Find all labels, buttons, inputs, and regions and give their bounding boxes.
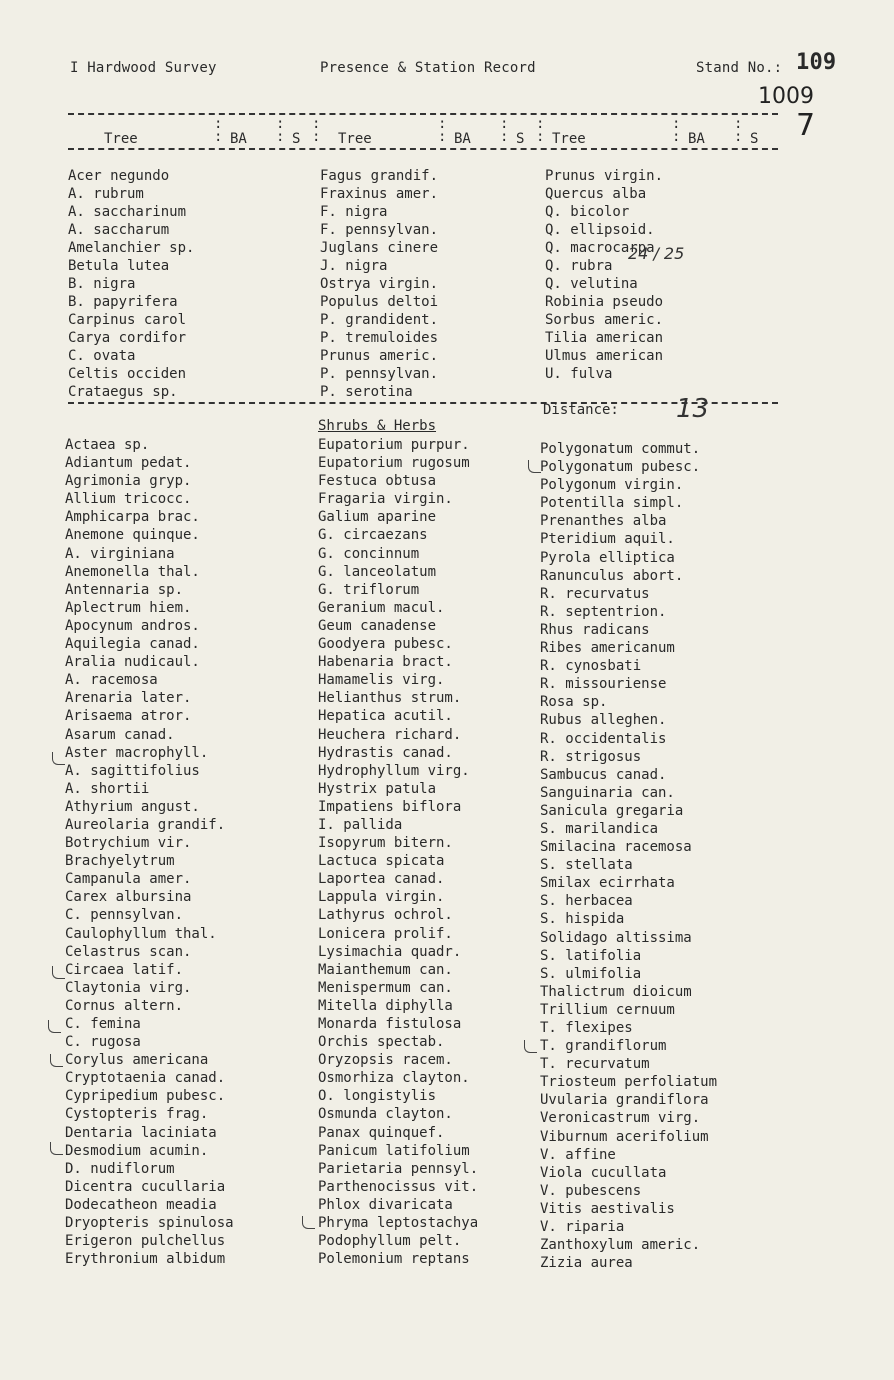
tree-item: Ostrya virgin. <box>320 276 439 292</box>
herb-item: D. nudiflorum <box>65 1160 175 1177</box>
herb-item: Galium aparine <box>318 509 437 526</box>
separator: : : <box>536 116 545 145</box>
herb-item: R. septentrion. <box>540 603 667 620</box>
herb-item: Hydrophyllum virg. <box>318 762 470 779</box>
herb-item: V. pubescens <box>540 1182 642 1199</box>
herb-item: S. stellata <box>540 857 633 874</box>
section-rule <box>68 402 778 404</box>
herb-item: Adiantum pedat. <box>65 455 192 472</box>
tree-item: B. papyrifera <box>68 294 178 310</box>
tree-item: A. rubrum <box>68 186 144 202</box>
herb-item: G. lanceolatum <box>318 563 437 580</box>
check-mark <box>302 1216 315 1229</box>
herb-item: Agrimonia gryp. <box>65 473 192 490</box>
tree-item: Tilia american <box>545 330 664 346</box>
herb-item: S. herbacea <box>540 893 633 910</box>
col-header-s-1: S <box>292 131 301 147</box>
herb-item: Celastrus scan. <box>65 943 192 960</box>
handwritten-rubra-note: 24 / 25 <box>628 244 685 263</box>
herb-item: Impatiens biflora <box>318 798 462 815</box>
herb-item: A. sagittifolius <box>65 762 200 779</box>
herb-item: Circaea latif. <box>65 961 184 978</box>
tree-item: P. serotina <box>320 384 413 400</box>
check-mark <box>50 1142 63 1155</box>
tree-list-col-3 <box>545 167 663 383</box>
herb-list-col-2 <box>318 436 478 1268</box>
col-header-tree-3: Tree <box>552 131 586 147</box>
herb-item: Botrychium vir. <box>65 835 192 852</box>
herb-list-col-3 <box>540 440 717 1272</box>
separator: : : <box>672 116 681 145</box>
col-header-s-3: S <box>750 131 759 147</box>
herb-item: Monarda fistulosa <box>318 1016 462 1032</box>
herb-item: Zanthoxylum americ. <box>540 1237 701 1254</box>
tree-item: Fraxinus amer. <box>320 186 439 202</box>
herb-item: Campanula amer. <box>65 871 192 888</box>
tree-item: Carpinus carol <box>68 312 187 328</box>
tree-item: J. nigra <box>320 258 388 274</box>
herb-item: Hamamelis virg. <box>318 672 445 689</box>
tree-item: Amelanchier sp. <box>68 240 195 256</box>
tree-item: Prunus virgin. <box>545 168 664 184</box>
tree-item: Populus deltoi <box>320 294 439 310</box>
herb-item: A. racemosa <box>65 672 158 689</box>
col-header-tree-1: Tree <box>104 131 138 147</box>
herb-item: Isopyrum bitern. <box>318 835 453 852</box>
col-header-ba-2: BA <box>454 131 471 147</box>
tree-item: Q. bicolor <box>545 204 630 220</box>
herb-item: Cryptotaenia canad. <box>65 1070 226 1087</box>
herb-item: Corylus americana <box>65 1052 209 1069</box>
herb-item: Caulophyllum thal. <box>65 925 217 942</box>
herb-item: Sanicula gregaria <box>540 802 684 819</box>
herb-item: C. rugosa <box>65 1034 141 1051</box>
herb-item: C. pennsylvan. <box>65 907 184 924</box>
herb-item: Arenaria later. <box>65 690 192 707</box>
handwritten-stand-number: 1009 <box>758 84 814 109</box>
tree-item: P. pennsylvan. <box>320 366 439 382</box>
separator: : : <box>276 116 285 145</box>
tree-item: Quercus alba <box>545 186 647 202</box>
herb-item: Smilax ecirrhata <box>540 875 675 892</box>
tree-item: Acer negundo <box>68 168 170 184</box>
herb-item: Pteridium aquil. <box>540 531 675 548</box>
herb-item: T. recurvatum <box>540 1056 650 1073</box>
herb-item: Arisaema atror. <box>65 708 192 725</box>
herb-item: Ribes americanum <box>540 640 675 657</box>
herb-item: Mitella diphylla <box>318 997 453 1014</box>
herb-item: R. cynosbati <box>540 658 642 675</box>
herb-item: Polemonium reptans <box>318 1251 470 1268</box>
herb-item: Dodecatheon meadia <box>65 1196 217 1213</box>
herb-item: Goodyera pubesc. <box>318 636 453 653</box>
check-mark <box>52 966 65 979</box>
herb-item: Rosa sp. <box>540 694 608 711</box>
herb-item: Eupatorium rugosum <box>318 455 470 472</box>
herb-item: Lactuca spicata <box>318 853 445 870</box>
col-header-ba-3: BA <box>688 131 705 147</box>
herb-item: Apocynum andros. <box>65 617 200 634</box>
herb-item: Actaea sp. <box>65 437 150 453</box>
col-header-tree-2: Tree <box>338 131 372 147</box>
herb-item: A. shortii <box>65 780 150 797</box>
herb-item: I. pallida <box>318 816 403 833</box>
herb-item: S. latifolia <box>540 947 642 964</box>
herb-item: Laportea canad. <box>318 871 445 888</box>
herb-item: Allium tricocc. <box>65 491 192 508</box>
herb-item: Maianthemum can. <box>318 961 453 978</box>
herb-item: Hydrastis canad. <box>318 744 453 761</box>
herb-item: Festuca obtusa <box>318 473 437 490</box>
herb-item: Aureolaria grandif. <box>65 816 226 833</box>
herb-item: Ranunculus abort. <box>540 567 684 584</box>
herb-item: Polygonatum pubesc. <box>540 459 701 476</box>
separator: : : <box>312 116 321 145</box>
herb-item: T. flexipes <box>540 1020 633 1036</box>
herb-item: Rubus alleghen. <box>540 712 667 729</box>
herb-item: O. longistylis <box>318 1088 437 1105</box>
herb-item: S. hispida <box>540 911 625 928</box>
tree-item: C. ovata <box>68 348 136 364</box>
tree-list-col-2 <box>320 167 438 401</box>
tree-item: Betula lutea <box>68 258 170 274</box>
herb-item: G. concinnum <box>318 545 420 562</box>
herb-item: Lonicera prolif. <box>318 925 453 942</box>
herb-item: Trillium cernuum <box>540 1001 675 1018</box>
herb-item: T. grandiflorum <box>540 1038 667 1055</box>
separator: : : <box>500 116 509 145</box>
distance-label: Distance: <box>543 402 619 418</box>
herb-item: Podophyllum pelt. <box>318 1233 462 1250</box>
herb-item: R. occidentalis <box>540 730 667 747</box>
herb-item: Erythronium albidum <box>65 1251 226 1268</box>
herb-item: Parietaria pennsyl. <box>318 1160 479 1177</box>
herb-item: Polygonum virgin. <box>540 477 684 494</box>
herb-item: Viola cucullata <box>540 1164 667 1181</box>
herb-item: Aquilegia canad. <box>65 636 200 653</box>
herb-item: Viburnum acerifolium <box>540 1128 709 1145</box>
herb-item: Habenaria bract. <box>318 654 453 671</box>
herb-item: Parthenocissus vit. <box>318 1178 479 1195</box>
separator: : : <box>214 116 223 145</box>
herb-item: Osmorhiza clayton. <box>318 1070 470 1087</box>
tree-item: Juglans cinere <box>320 240 439 256</box>
tree-item: Fagus grandif. <box>320 168 439 184</box>
herb-item: Phryma leptostachya <box>318 1215 479 1232</box>
col-header-s-2: S <box>516 131 525 147</box>
herb-item: Amphicarpa brac. <box>65 509 200 526</box>
herb-item: Erigeron pulchellus <box>65 1233 226 1250</box>
herb-item: C. femina <box>65 1016 141 1032</box>
tree-item: Carya cordifor <box>68 330 187 346</box>
herb-item: Anemonella thal. <box>65 563 200 580</box>
herb-item: Orchis spectab. <box>318 1034 445 1051</box>
herb-item: Dentaria laciniata <box>65 1124 217 1141</box>
herb-item: R. missouriense <box>540 676 667 693</box>
herb-item: V. riparia <box>540 1219 625 1236</box>
tree-item: Q. macrocarpa <box>545 240 655 256</box>
tree-item: U. fulva <box>545 366 613 382</box>
tree-item: Celtis occiden <box>68 366 187 382</box>
tree-item: Q. rubra <box>545 258 613 274</box>
tree-item: Q. velutina <box>545 276 638 292</box>
herb-item: Zizia aurea <box>540 1255 633 1272</box>
herb-item: Aplectrum hiem. <box>65 599 192 616</box>
herb-item: Panax quinquef. <box>318 1124 445 1141</box>
herb-item: Geum canadense <box>318 617 437 634</box>
herb-item: Rhus radicans <box>540 621 650 638</box>
herb-item: Athyrium angust. <box>65 798 200 815</box>
herb-item: R. strigosus <box>540 748 642 765</box>
herb-item: Asarum canad. <box>65 726 175 743</box>
tree-item: B. nigra <box>68 276 136 292</box>
handwritten-mark: 7 <box>796 108 816 143</box>
herb-item: Potentilla simpl. <box>540 495 684 512</box>
herb-item: Desmodium acumin. <box>65 1142 209 1159</box>
herb-item: Lysimachia quadr. <box>318 943 462 960</box>
herb-item: Menispermum can. <box>318 979 453 996</box>
herb-item: S. ulmifolia <box>540 965 642 982</box>
tree-item: Q. ellipsoid. <box>545 222 655 238</box>
check-mark <box>50 1054 63 1067</box>
check-mark <box>524 1040 537 1053</box>
tree-item: F. pennsylvan. <box>320 222 439 238</box>
herb-item: Panicum latifolium <box>318 1142 470 1159</box>
tree-item: A. saccharum <box>68 222 170 238</box>
herb-item: R. recurvatus <box>540 585 650 602</box>
herb-item: Aster macrophyll. <box>65 744 209 761</box>
herb-item: Sambucus canad. <box>540 766 667 783</box>
herb-item: Claytonia virg. <box>65 979 192 996</box>
herb-item: Cystopteris frag. <box>65 1106 209 1123</box>
stand-number: 109 <box>796 50 837 75</box>
tree-item: Sorbus americ. <box>545 312 664 328</box>
survey-title: I Hardwood Survey <box>70 60 217 76</box>
herb-item: Helianthus strum. <box>318 690 462 707</box>
herb-list-col-1 <box>65 436 234 1268</box>
herb-item: Solidago altissima <box>540 929 692 946</box>
herb-item: S. marilandica <box>540 820 659 837</box>
herb-item: Oryzopsis racem. <box>318 1052 453 1069</box>
record-title: Presence & Station Record <box>320 60 536 76</box>
herb-item: Cornus altern. <box>65 997 184 1014</box>
stand-label: Stand No.: <box>696 60 783 76</box>
herb-item: Hepatica acutil. <box>318 708 453 725</box>
header-rule-top <box>68 113 778 115</box>
tree-item: F. nigra <box>320 204 388 220</box>
herb-item: Carex albursina <box>65 889 192 906</box>
herb-item: Sanguinaria can. <box>540 784 675 801</box>
herb-item: Triosteum perfoliatum <box>540 1074 718 1091</box>
shrubs-herbs-heading: Shrubs & Herbs <box>318 418 437 434</box>
herb-item: Aralia nudicaul. <box>65 654 200 671</box>
handwritten-distance: 13 <box>676 394 710 424</box>
tree-list-col-1 <box>68 167 194 401</box>
herb-item: Lappula virgin. <box>318 889 445 906</box>
separator: : : <box>438 116 447 145</box>
tree-item: Prunus americ. <box>320 348 439 364</box>
tree-item: P. grandident. <box>320 312 439 328</box>
col-header-ba-1: BA <box>230 131 247 147</box>
header-rule-bottom <box>68 148 778 150</box>
tree-item: A. saccharinum <box>68 204 187 220</box>
herb-item: Polygonatum commut. <box>540 441 701 457</box>
tree-item: Robinia pseudo <box>545 294 664 310</box>
herb-item: Lathyrus ochrol. <box>318 907 453 924</box>
herb-item: Uvularia grandiflora <box>540 1092 709 1109</box>
herb-item: Thalictrum dioicum <box>540 983 692 1000</box>
herb-item: Prenanthes alba <box>540 513 667 530</box>
herb-item: Dicentra cucullaria <box>65 1178 226 1195</box>
herb-item: Phlox divaricata <box>318 1196 453 1213</box>
herb-item: A. virginiana <box>65 545 175 562</box>
herb-item: Heuchera richard. <box>318 726 462 743</box>
herb-item: Fragaria virgin. <box>318 491 453 508</box>
herb-item: Cypripedium pubesc. <box>65 1088 226 1105</box>
herb-item: Vitis aestivalis <box>540 1200 675 1217</box>
herb-item: Dryopteris spinulosa <box>65 1215 234 1232</box>
separator: : : <box>734 116 743 145</box>
herb-item: Brachyelytrum <box>65 853 175 870</box>
herb-item: Eupatorium purpur. <box>318 437 470 453</box>
herb-item: Smilacina racemosa <box>540 839 692 856</box>
herb-item: Veronicastrum virg. <box>540 1110 701 1127</box>
herb-item: Pyrola elliptica <box>540 549 675 566</box>
check-mark <box>48 1020 61 1033</box>
tree-item: P. tremuloides <box>320 330 439 346</box>
herb-item: Anemone quinque. <box>65 527 200 544</box>
tree-item: Crataegus sp. <box>68 384 178 400</box>
herb-item: Geranium macul. <box>318 599 445 616</box>
herb-item: Hystrix patula <box>318 780 437 797</box>
tree-item: Ulmus american <box>545 348 664 364</box>
herb-item: G. circaezans <box>318 527 428 544</box>
check-mark <box>52 752 65 765</box>
herb-item: Osmunda clayton. <box>318 1106 453 1123</box>
herb-item: G. triflorum <box>318 581 420 598</box>
herb-item: V. affine <box>540 1146 616 1163</box>
check-mark <box>528 460 541 473</box>
herb-item: Antennaria sp. <box>65 581 184 598</box>
